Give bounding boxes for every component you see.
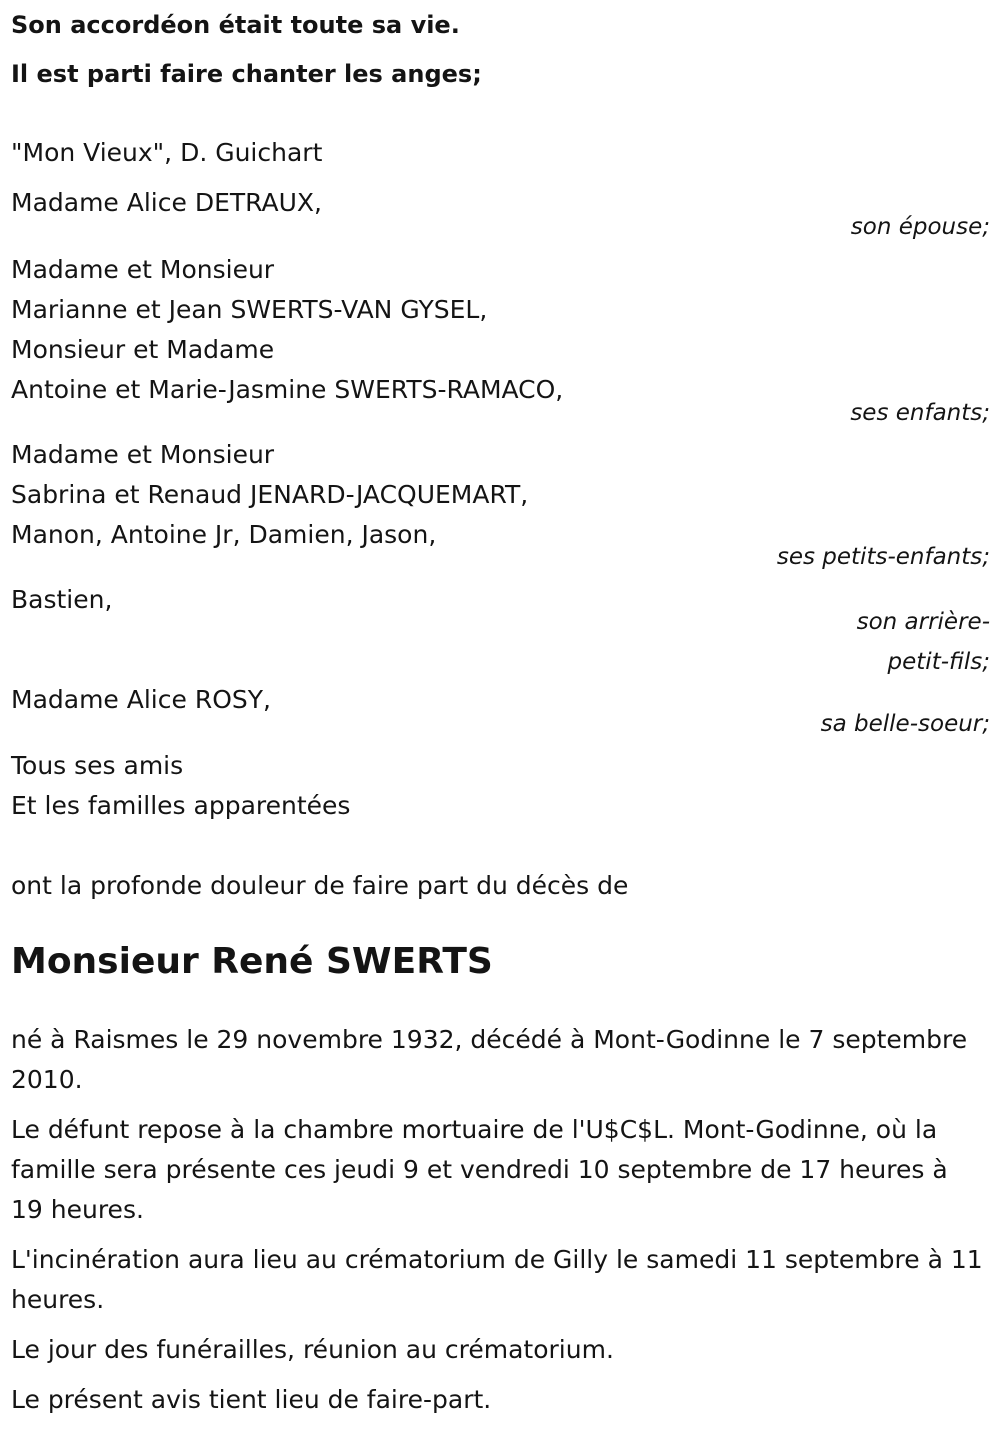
great-grandson-relation: petit-fils;: [887, 649, 990, 675]
detail-paragraph: né à Raismes le 29 novembre 1932, décédé à Mont-Godinne le 7 septembre 2010.: [11, 1025, 968, 1094]
detail-paragraph: Le jour des funérailles, réunion au crématorium.: [11, 1335, 614, 1364]
epigraph-line-1: Son accordéon était toute sa vie.: [11, 11, 460, 39]
children-line: Monsieur et Madame: [11, 335, 275, 364]
grandchildren-line: Manon, Antoine Jr, Damien, Jason,: [11, 520, 437, 549]
children-relation: ses enfants;: [850, 400, 990, 426]
children-line: Madame et Monsieur: [11, 255, 275, 284]
quote-source: "Mon Vieux", D. Guichart: [11, 138, 323, 167]
grandchildren-line: Madame et Monsieur: [11, 440, 275, 469]
deceased-name: Monsieur René SWERTS: [11, 941, 493, 982]
grandchildren-relation: ses petits-enfants;: [776, 544, 990, 570]
grandchildren-line: Sabrina et Renaud JENARD-JACQUEMART,: [11, 480, 529, 509]
children-line: Marianne et Jean SWERTS-VAN GYSEL,: [11, 295, 488, 324]
others-block: [11, 746, 990, 826]
great-grandson-relation: son arrière-: [856, 609, 990, 635]
details-block: [11, 1020, 986, 1420]
sister-in-law-name: Madame Alice ROSY,: [11, 685, 271, 714]
detail-paragraph: Le défunt repose à la chambre mortuaire de l'U$C$L. Mont-Godinne, où la famille sera présente ces jeudi 9 et vendredi 10 septembre de 17 heures à 19 heures.: [11, 1115, 948, 1224]
announcement: ont la profonde douleur de faire part du décès de: [11, 871, 629, 900]
epigraph-line-2: Il est parti faire chanter les anges;: [11, 60, 482, 88]
detail-paragraph: L'incinération aura lieu au crématorium de Gilly le samedi 11 septembre à 11 heures.: [11, 1245, 983, 1314]
detail-paragraph: Le présent avis tient lieu de faire-part.: [11, 1385, 492, 1414]
spouse-relation: son épouse;: [850, 214, 990, 240]
children-line: Antoine et Marie-Jasmine SWERTS-RAMACO,: [11, 375, 564, 404]
children-block: [11, 250, 990, 410]
others-line: Et les familles apparentées: [11, 791, 351, 820]
others-line: Tous ses amis: [11, 751, 184, 780]
sister-in-law-relation: sa belle-soeur;: [820, 711, 990, 737]
great-grandson-name: Bastien,: [11, 585, 113, 614]
spouse-name: Madame Alice DETRAUX,: [11, 188, 322, 217]
